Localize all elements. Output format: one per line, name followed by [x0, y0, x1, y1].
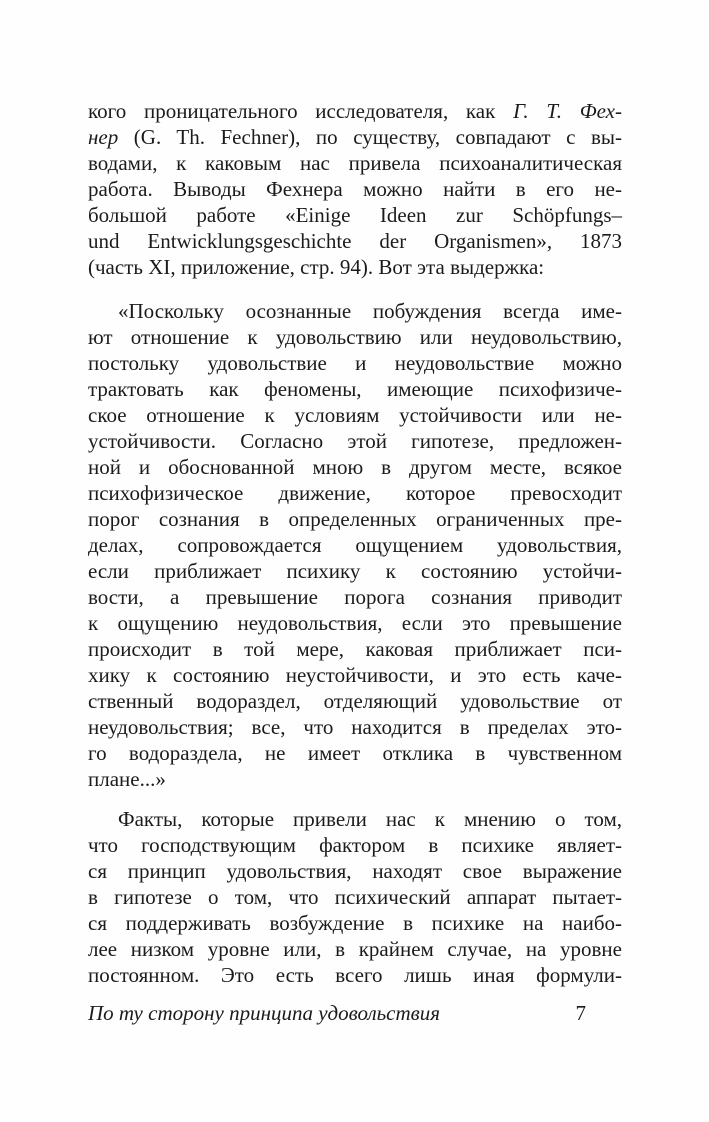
text-line: неудовольствия; все, что находится в пределах это- [88, 715, 622, 739]
page-number: 7 [575, 1001, 586, 1025]
text-line: ют отношение к удовольствию или неудовольствию, [88, 325, 622, 349]
text-line: хику к состоянию неустойчивости, и это есть каче- [88, 663, 622, 687]
text-line [88, 98, 622, 124]
text-line: ственный водораздел, отделяющий удовольствие от [88, 689, 622, 713]
text-line: большой работе «Einige Ideen zur Schöpfungs– [88, 203, 622, 227]
text-line: «Поскольку осознанные побуждения всегда име- [118, 299, 622, 323]
text-line: трактовать как феномены, имеющие психофизиче- [88, 377, 622, 401]
text-line: порог сознания в определенных ограниченных пре- [88, 507, 622, 531]
text-line: что господствующим фактором в психике являет- [88, 833, 622, 857]
text-line: устойчивости. Согласно этой гипотезе, предложен- [88, 429, 622, 453]
text-line: психофизическое движение, которое превосходит [88, 481, 622, 505]
text-column [88, 98, 622, 988]
text-segment: (G. Th. Fechner), по существу, совпадают с вы- [118, 125, 622, 149]
text-line: в гипотезе о том, что психический аппарат пытает- [88, 885, 622, 909]
text-line: го водораздела, не имеет отклика в чувственном [88, 741, 622, 765]
text-line: постольку удовольствие и неудовольствие можно [88, 351, 622, 375]
text-line: ной и обоснованной мною в другом месте, всякое [88, 455, 622, 479]
text-line: работа. Выводы Фехнера можно найти в его не- [88, 177, 622, 201]
paragraph-fechner-quote [88, 298, 622, 792]
text-line: ское отношение к условиям устойчивости или не- [88, 403, 622, 427]
paragraph-facts [88, 806, 622, 988]
text-line [88, 124, 622, 150]
text-line: постоянном. Это есть всего лишь иная формули- [88, 963, 622, 987]
text-line: und Entwicklungsgeschichte der Organismen», 1873 [88, 229, 622, 253]
text-line: если приближает психику к состоянию устойчи- [88, 559, 622, 583]
italic-text-segment: нер [88, 125, 119, 149]
page-footer [88, 1000, 622, 1026]
text-line: к ощущению неудовольствия, если это превышение [88, 611, 622, 635]
text-line: ся поддерживать возбуждение в психике на наибо- [88, 911, 622, 935]
text-segment: кого проницательного исследователя, как [88, 99, 514, 123]
paragraph-intro [88, 98, 622, 280]
text-line: Факты, которые привели нас к мнению о том, [118, 807, 622, 831]
running-title: По ту сторону принципа удовольствия [88, 1001, 441, 1025]
text-line: вости, а превышение порога сознания приводит [88, 585, 622, 609]
text-line: ся принцип удовольствия, находят свое выражение [88, 859, 622, 883]
text-line: (часть XI, приложение, стр. 94). Вот эта выдержка: [88, 255, 545, 279]
text-line: делах, сопровождается ощущением удовольствия, [88, 533, 622, 557]
text-line: плане...» [88, 767, 166, 791]
italic-text-segment: Г. Т. Фех- [513, 99, 622, 123]
text-line: происходит в той мере, каковая приближает пси- [88, 637, 622, 661]
text-line: водами, к каковым нас привела психоаналитическая [88, 151, 622, 175]
text-line: лее низком уровне или, в крайнем случае, на уровне [88, 937, 622, 961]
